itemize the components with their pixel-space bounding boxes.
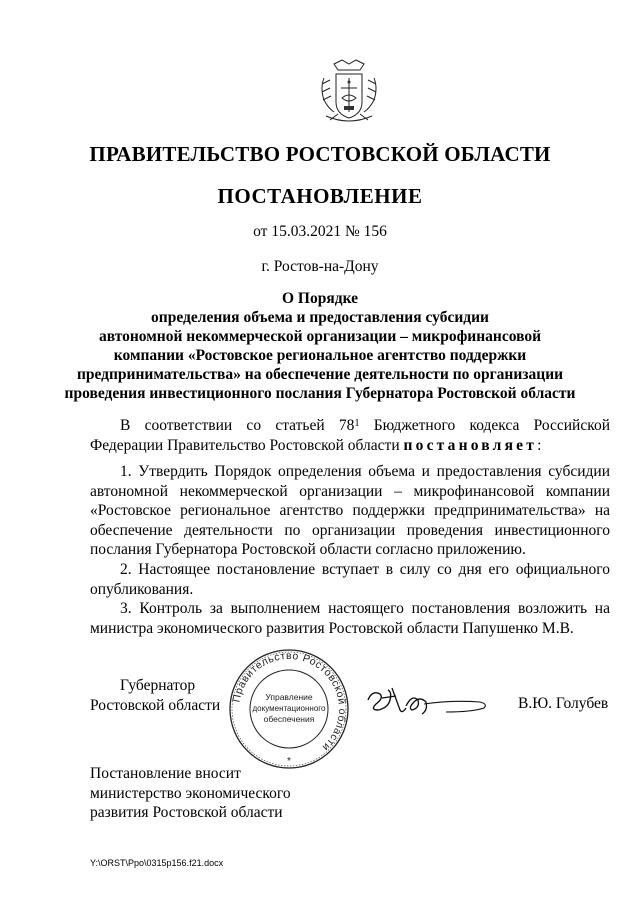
preamble-text: В соответствии со статьей 78 [120, 417, 355, 434]
submitted-line: развития Ростовской области [90, 804, 283, 822]
government-name: ПРАВИТЕЛЬСТВО РОСТОВСКОЙ ОБЛАСТИ [89, 142, 551, 166]
decree-items [90, 462, 610, 638]
decree-item: 3. Контроль за выполнением настоящего постановления возложить на министра экономического развития Ростовской области Папушенко М.В. [90, 600, 610, 637]
submitted-by-note [90, 764, 291, 823]
seal-outer-text: Правительство Ростовской области [230, 649, 349, 754]
document-title [0, 289, 640, 403]
date-number: от 15.03.2021 № 156 [253, 223, 387, 240]
preamble [90, 416, 610, 455]
title-line: предпринимательства» на обеспечение деятельности по организации [76, 366, 564, 383]
signatory-position [90, 676, 220, 715]
seal-inner-line: документационного [252, 704, 326, 713]
decree-word: постановляет [403, 436, 538, 454]
title-line: автономной некоммерческой организации – микрофинансовой [98, 328, 542, 345]
title-line: компании «Ростовское региональное агентство поддержки [113, 347, 527, 364]
official-seal [228, 648, 350, 770]
title-line: О Порядке [281, 290, 358, 307]
seal-star: * [287, 756, 291, 767]
decree-item: 1. Утвердить Порядок определения объема и предоставления субсидии автономной некоммерческой организации – микрофинансовой компании «Ростовское региональное агентство поддержки предпринимательства» на обеспечение деятельности по организации проведения инвестиционного послания Губернатора Ростовской области согласно приложению. [90, 463, 610, 559]
coat-of-arms-emblem [316, 58, 382, 128]
article-superscript: 1 [354, 418, 360, 429]
signatory-name: В.Ю. Голубев [518, 695, 609, 712]
seal-inner-line: Управление [265, 692, 313, 702]
decree-item: 2. Настоящее постановление вступает в силу со дня его официального опубликования. [90, 560, 610, 598]
document-type: ПОСТАНОВЛЕНИЕ [217, 184, 423, 208]
submitted-line: министерство экономического [90, 784, 291, 802]
preamble-colon: : [537, 436, 542, 454]
title-line: проведения инвестиционного послания Губернатора Ростовской области [64, 385, 576, 402]
position-line: Ростовской области [90, 696, 221, 714]
file-path: Y:\ORST\Ppo\0315p156.f21.docx [90, 858, 224, 868]
preamble-text-cont: Бюджетного кодекса Российской Федерации Правительство Ростовской области [90, 417, 611, 454]
city: г. Ростов-на-Дону [261, 258, 379, 275]
seal-inner-line: обеспечения [263, 714, 315, 724]
submitted-line: Постановление вносит [90, 765, 241, 782]
position-line: Губернатор [120, 677, 196, 694]
title-line: определения объема и предоставления субсидии [151, 309, 489, 326]
handwritten-signature [362, 682, 502, 722]
